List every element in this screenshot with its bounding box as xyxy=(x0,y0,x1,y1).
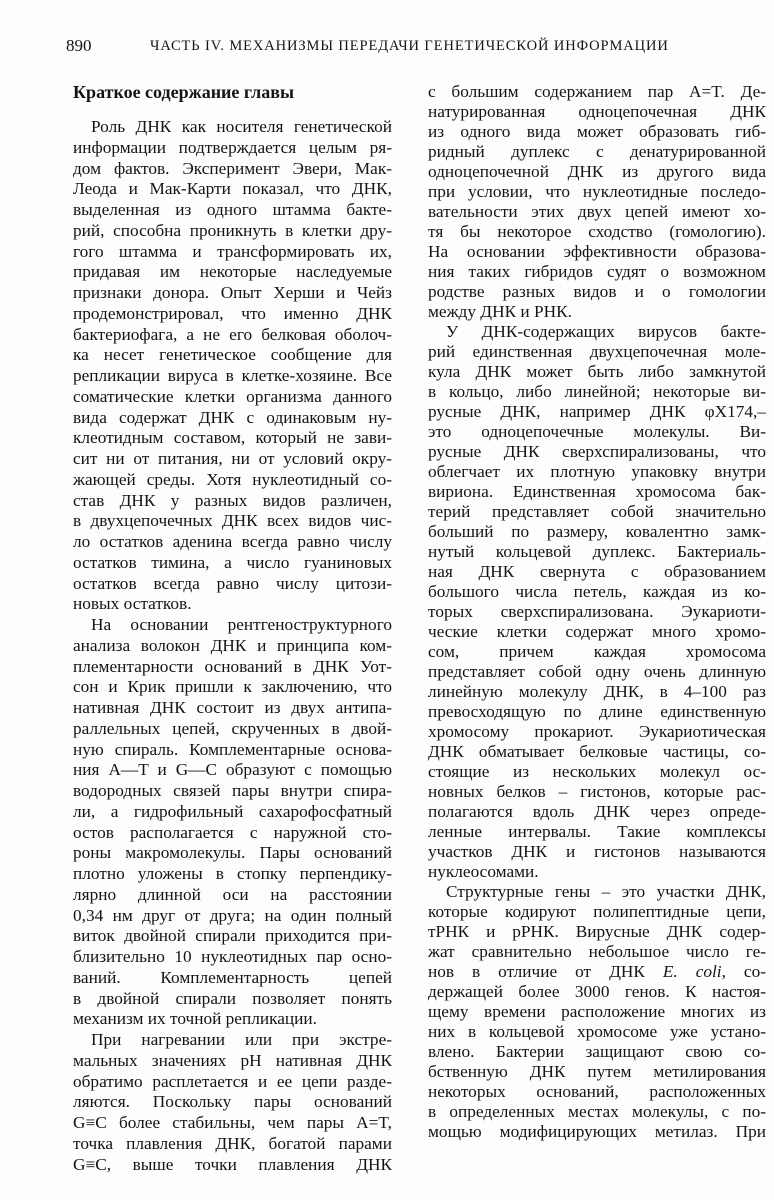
text-line: остатков всегда равно числу цитози- xyxy=(73,573,392,593)
left-column xyxy=(73,117,392,1175)
text-line: На основании рентгеноструктурного xyxy=(91,615,392,634)
right-column xyxy=(428,82,766,1142)
text-line: ридный дуплекс с денатурированной xyxy=(428,142,766,161)
text-line: в двойной спирали позволяет понять xyxy=(73,988,392,1008)
text-line: роны макромолекулы. Пары оснований xyxy=(73,843,392,863)
text-line: продемонстрировал, что именно ДНК xyxy=(73,303,392,323)
text-line: представляет собой одну очень длинную xyxy=(428,662,766,681)
text-line: жат сравнительно небольшое число ге- xyxy=(428,942,766,961)
text-line: вида содержат ДНК с одинаковым ну- xyxy=(73,407,392,427)
text-line: терий представляет собой значительно xyxy=(428,502,766,521)
text-line: остатков тимина, а число гуаниновых xyxy=(73,552,392,572)
text-line: бственную ДНК путем метилирования xyxy=(428,1062,766,1081)
text-line: вириона. Единственная хромосома бак- xyxy=(428,482,766,501)
text-line: У ДНК-содержащих вирусов бакте- xyxy=(446,322,766,341)
text-line: виток двойной спирали приходится при- xyxy=(73,926,392,946)
text-line: обратимо расплетается и ее цепи разде- xyxy=(73,1071,392,1091)
text-line: которые кодируют полипептидные цепи, xyxy=(428,902,766,921)
text-line: став ДНК у разных видов различен, xyxy=(73,490,392,510)
section-title: Краткое содержание главы xyxy=(73,82,295,102)
running-title: ЧАСТЬ IV. МЕХАНИЗМЫ ПЕРЕДАЧИ ГЕНЕТИЧЕСКОЙ ИНФОРМАЦИИ xyxy=(150,38,669,54)
text-line: русные ДНК сверхспирализованы, что xyxy=(428,442,766,461)
text-line: ваний. Комплементарность цепей xyxy=(73,967,392,987)
text-line: тя бы некоторое сходство (гомологию). xyxy=(428,222,766,241)
text-line: новных белков – гистонов, которые рас- xyxy=(428,782,766,801)
text-line: точка плавления ДНК, богатой парами xyxy=(73,1133,392,1153)
text-line: гого штамма и трансформировать их, xyxy=(73,241,392,261)
text-line: 0,34 нм друг от друга; на один полный xyxy=(73,905,392,925)
text-line: них в кольцевой хромосоме уже устано- xyxy=(428,1022,766,1041)
text-line: полагаются вдоль ДНК через опреде- xyxy=(428,802,766,821)
text-line: При нагревании или при экстре- xyxy=(91,1030,392,1049)
text-line: Роль ДНК как носителя генетической xyxy=(91,117,392,136)
text-line: G≡C, выше точки плавления ДНК xyxy=(73,1154,392,1174)
text-line: мощью модифицирующих метилаз. При xyxy=(428,1122,766,1141)
text-line: с большим содержанием пар A=T. Де- xyxy=(428,82,766,101)
text-segment: , со- xyxy=(721,962,766,981)
paragraph xyxy=(73,615,392,1030)
text-line: щему времени расположение многих из xyxy=(428,1002,766,1021)
text-line: плотно уложены в стопку перпендику- xyxy=(73,864,392,883)
text-line: анализа волокон ДНК и принципа ком- xyxy=(73,635,392,655)
text-line: ленные интервалы. Такие комплексы xyxy=(428,822,766,841)
text-line: Структурные гены – это участки ДНК, xyxy=(446,882,766,901)
text-line: торых сверхспирализована. Эукариоти- xyxy=(428,602,766,621)
paragraph xyxy=(73,117,392,615)
text-line: участков ДНК и гистонов называются xyxy=(428,842,766,861)
text-line: ния A—T и G—C образуют с помощью xyxy=(73,760,392,780)
text-line: в двухцепочечных ДНК всех видов чис- xyxy=(73,511,392,531)
text-line: сит ни от питания, ни от условий окру- xyxy=(73,449,392,468)
text-line: некоторых оснований, расположенных xyxy=(428,1082,766,1101)
text-line: ную спираль. Комплементарные основа- xyxy=(73,739,392,759)
text-line: сом, причем каждая хромосома xyxy=(428,642,766,661)
text-line: механизм их точной репликации. xyxy=(73,1009,317,1029)
text-line: влено. Бактерии защищают свою со- xyxy=(428,1042,766,1061)
text-line: русные ДНК, например ДНК φX174,– xyxy=(428,402,766,421)
text-line: большого числа петель, каждая из ко- xyxy=(428,582,766,601)
text-line: из одного вида может образовать гиб- xyxy=(428,122,766,141)
paragraph xyxy=(73,1030,392,1175)
text-line: ная ДНК свернута с образованием xyxy=(428,562,766,581)
paragraph xyxy=(428,322,766,882)
text-line: остов располагается с наружной сто- xyxy=(73,822,392,842)
text-line: клеотидным составом, который не зави- xyxy=(73,428,392,448)
text-line: репликации вируса в клетке-хозяине. Все xyxy=(73,366,392,385)
text-line: рий, способна проникнуть в клетки дру- xyxy=(73,220,392,240)
text-line: вательности этих двух цепей имеют хо- xyxy=(428,202,766,221)
text-line: превосходящую по длине единственную xyxy=(428,702,766,721)
text-line: облегчает их плотную упаковку внутри xyxy=(428,462,766,481)
text-line: больший по размеру, ковалентно замк- xyxy=(428,522,766,541)
text-line: ло остатков аденина всегда равно числу xyxy=(73,532,392,551)
italic-term: E. coli xyxy=(662,962,722,981)
text-line: нуклеосомами. xyxy=(428,862,539,881)
text-line: нутый кольцевой дуплекс. Бактериаль- xyxy=(428,542,766,561)
text-line: линейную молекулу ДНК, в 4–100 раз xyxy=(428,682,766,701)
text-line: соматические клетки организма данного xyxy=(73,386,392,406)
text-line: На основании эффективности образова- xyxy=(428,242,766,261)
text-line: в определенных местах молекулы, с по- xyxy=(428,1102,766,1121)
paragraph xyxy=(428,882,766,1142)
text-line: в кольцо, либо линейной; некоторые ви- xyxy=(428,382,766,401)
text-line: это одноцепочечные молекулы. Ви- xyxy=(428,422,766,441)
text-line: дом фактов. Эксперимент Эвери, Мак- xyxy=(73,158,392,178)
text-line: G≡C более стабильны, чем пары A=T, xyxy=(73,1113,392,1132)
text-line: лярно длинной оси на расстоянии xyxy=(73,884,392,904)
text-line: признаки донора. Опыт Херши и Чейз xyxy=(73,283,392,302)
text-line: новых остатков. xyxy=(73,594,192,614)
text-line: одноцепочечной ДНК из другого вида xyxy=(428,162,766,181)
paragraph xyxy=(428,82,766,322)
text-line: придавая им некоторые наследуемые xyxy=(73,262,392,282)
text-line: мальных значениях pH нативная ДНК xyxy=(73,1050,392,1070)
text-line: ния таких гибридов судят о возможном xyxy=(428,262,766,281)
text-line: бактериофага, а не его белковая оболоч- xyxy=(73,324,392,344)
text-line: держащей более 3000 генов. К настоя- xyxy=(428,982,766,1001)
text-line: натурированная одноцепочечная ДНК xyxy=(428,102,766,121)
text-line: выделенная из одного штамма бакте- xyxy=(73,200,392,219)
text-line: ДНК обматывает белковые частицы, со- xyxy=(428,742,766,761)
text-line: родстве разных видов и о гомологии xyxy=(428,282,766,301)
text-line: плементарности оснований в ДНК Уот- xyxy=(73,656,392,676)
text-line: между ДНК и РНК. xyxy=(428,302,572,321)
text-line: тРНК и рРНК. Вирусные ДНК содер- xyxy=(428,922,766,941)
text-line: нативная ДНК состоит из двух антипа- xyxy=(73,698,392,717)
text-line: ческие клетки содержат много хромо- xyxy=(428,622,766,641)
text-line: кула ДНК может быть либо замкнутой xyxy=(428,362,766,381)
text-line: ка несет генетическое сообщение для xyxy=(73,345,392,365)
text-line: раллельных цепей, скрученных в двой- xyxy=(73,718,392,738)
text-line: хромосому прокариот. Эукариотическая xyxy=(428,722,766,741)
text-line xyxy=(428,962,766,982)
text-line: жающей среды. Хотя нуклеотидный со- xyxy=(73,469,392,489)
text-line: стоящие из нескольких молекул ос- xyxy=(428,762,766,781)
text-line: ли, а гидрофильный сахарофосфатный xyxy=(73,801,392,821)
page-number: 890 xyxy=(66,36,92,55)
text-line: Леода и Мак-Карти показал, что ДНК, xyxy=(73,179,392,199)
text-line: сон и Крик пришли к заключению, что xyxy=(73,677,392,697)
text-line: водородных связей пары внутри спира- xyxy=(73,781,392,800)
text-line: близительно 10 нуклеотидных пар осно- xyxy=(73,947,392,966)
text-line: информации подтверждается целым ря- xyxy=(73,137,392,157)
text-line: рий единственная двухцепочечная моле- xyxy=(428,342,766,361)
text-segment: нов в отличие от ДНК xyxy=(428,962,663,981)
text-line: при условии, что нуклеотидные последо- xyxy=(428,182,766,201)
text-line: ляются. Поскольку пары оснований xyxy=(73,1092,392,1112)
